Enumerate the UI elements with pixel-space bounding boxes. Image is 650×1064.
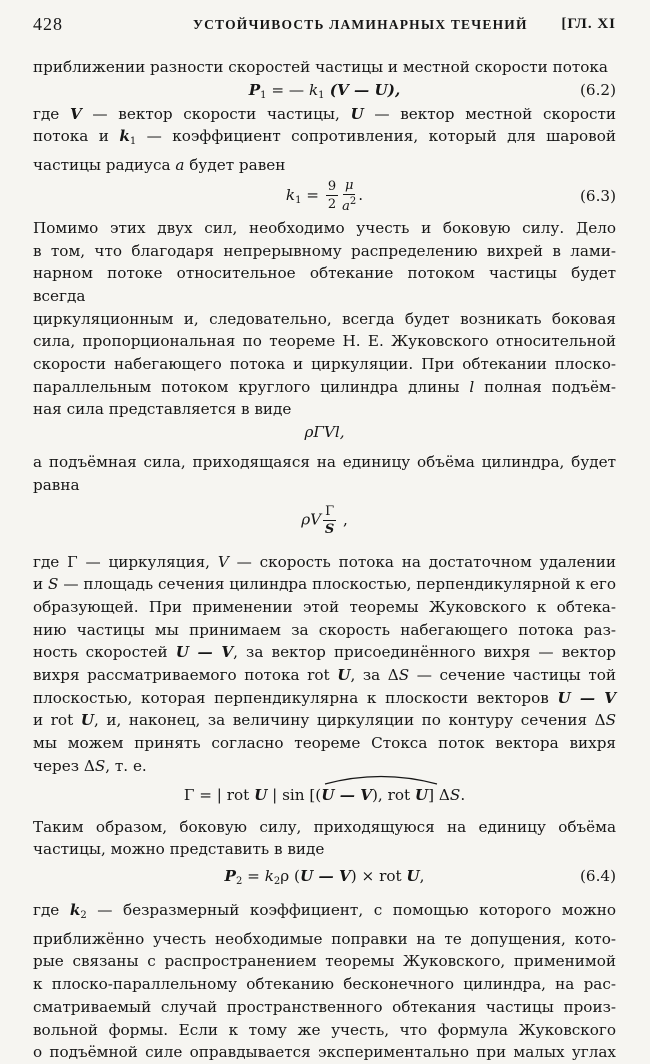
equation-6-3: $k_1$ = $\frac{9}{2}$ $\frac{\mu}{a^2}$ . (6.3)	[285, 177, 616, 214]
paragraph-circulation: где Γ — циркуляция, V — скорость потока на достаточном удалении и S — площадь сечения цилиндра плоскостью, перпендикулярной к его образующей. При применении этой теоремы Жуковского к обтека- нию частицы мы принимаем за скорость набегающего потока раз- ность скоростей U — V, за вектор присоединённого вихря — вектор вихря рассматриваемого потока rot U, за ΔS — сечение частицы той плоскостью, которая перпендикулярна к плоскости векторов U — V и rot U, и, наконец, за величину циркуляции по контуру сечения ΔS мы можем принять согласно теореме Стокса поток вектора вихря через ΔS, т. е.	[33, 552, 617, 775]
page-body: приближении разности скоростей частицы и местной скорости потока $P_1$ = — $k_1$ (V — U), (6.2) где V — вектор скорости частицы, U — вектор местной скорости потока и $k_1$ — коэффициент сопротивления, который для шаровой частицы радиуса a будет равен $k_1$ = $\frac{9}{2}$ $\frac{\mu}{a^2}$ . (6.3) Помимо этих двух сил, необходимо учесть и боковую силу. Дело в том, что благодаря непрерывному распределению вихрей в лами- нарном потоке относительное обтекание потоком частицы будет всегда циркуляционным и, следовательно, всегда будет возникать боковая сила, пропорциональная по теореме Н. Е. Жуковского относительной скорости набегающего потока и циркуляции. При обтекании плоско- параллельным потоком круглого цилиндра длины l полная подъём- ная сила представляется в виде ρΓVl, а подъёмная сила, приходящаяся на единицу объёма цилиндра, будет равна ρV $\frac{\Gamma}{S}$ , где Γ — циркуляция, V — скорость потока на достаточном удалении и S — площадь сечения цилиндра плоскостью, перпендикулярной к его образующей. При применении этой теоремы Жуковского к обтека- нию частицы мы принимаем за скорость набегающего потока раз- ность скоростей U — V, за вектор присоединённого вихря — вектор вихря рассматриваемого потока rot U, за ΔS — сечение частицы той плоскостью, которая перпендикулярна к плоскости векторов U — V и rot U, и, наконец, за величину циркуляции по контуру сечения ΔS мы можем принять согласно теореме Стокса поток вектора вихря через ΔS, т. е. Γ = | rot U | sin [( U — V), rot U] ΔS. Таким образом, боковую силу, приходящуюся на единицу объёма частицы, можно представить в виде $P_2 = k_2\rho$ (U — V) × rot U, (6.4) где $k_2$ — безразмерный коэффициент, с помощью которого можно приближённо учесть необходимые поправки на те допущения, кото- рые связаны с распространением теоремы Жуковского, применимой к плоско-параллельному обтеканию бесконечного цилиндра, на рас- сматриваемый случай пространственного обтекания частицы произ- вольной формы. Если к тому же учесть, что формула Жуковского о подъёмной силе оправдывается экспериментально при малых углах	[33, 56, 616, 1064]
fraction: $\frac{\Gamma}{S}$	[324, 503, 335, 537]
paragraph-side-force: Таким образом, боковую силу, приходящуюся на единицу объёма	[33, 817, 616, 836]
page-header	[33, 14, 616, 40]
equation-number: (6.4)	[579, 866, 616, 885]
paragraph-lateral-force: Помимо этих двух сил, необходимо учесть и боковую силу. Дело в том, что благодаря непрерывному распределению вихрей в лами- нарном потоке относительное обтекание потоком частицы будет всегда циркуляционным и, следовательно, всегда будет возникать боковая сила, пропорциональная по теореме Н. Е. Жуковского относительной скорости набегающего потока и циркуляции. При обтекании плоско- параллельным потоком круглого цилиндра длины l полная подъём- ная сила представляется в виде	[33, 218, 616, 419]
equation-lift-force: ρΓVl,	[304, 423, 345, 442]
running-title: УСТОЙЧИВОСТЬ ЛАМИНАРНЫХ ТЕЧЕНИЙ	[193, 17, 528, 32]
paragraph-intro: приближении разности скоростей частицы и местной скорости потока	[33, 58, 608, 76]
paragraph-definitions: где V — вектор скорости частицы, U — вектор местной скорости	[33, 104, 616, 123]
equation-6-2: $P_1$ = — $k_1$ (V — U), (6.2)	[248, 80, 616, 101]
fraction: $\frac{9}{2}$	[327, 179, 337, 213]
equation-number: (6.2)	[579, 80, 616, 99]
fraction: $\frac{\mu}{a^2}$	[342, 177, 357, 214]
page-number: 428	[33, 14, 63, 34]
equation-circulation: Γ = | rot U | sin [( U — V), rot U] ΔS.	[33, 778, 616, 816]
equation-number: (6.3)	[579, 186, 616, 205]
paragraph-unit-volume: а подъёмная сила, приходящаяся на единицу объёма цилиндра, будет	[33, 453, 616, 472]
chapter-label: [ГЛ. XI	[561, 16, 616, 32]
paragraph-coefficient: где $k_2$ — безразмерный коэффициент, с помощью которого можно приближённо учесть необходимые поправки на те допущения, кото- рые связаны с распространением теоремы Жуковского, применимой к плоско-параллельному обтеканию бесконечного цилиндра, на рас- сматриваемый случай пространственного обтекания частицы произ- вольной формы. Если к тому же учесть, что формула Жуковского о подъёмной силе оправдывается экспериментально при малых углах	[33, 900, 617, 1062]
angle-arc: U — V), rot U	[321, 784, 428, 807]
equation-lift-per-volume: ρV $\frac{\Gamma}{S}$ ,	[301, 503, 348, 537]
equation-6-4: $P_2 = k_2\rho$ (U — V) × rot U, (6.4)	[224, 866, 616, 887]
